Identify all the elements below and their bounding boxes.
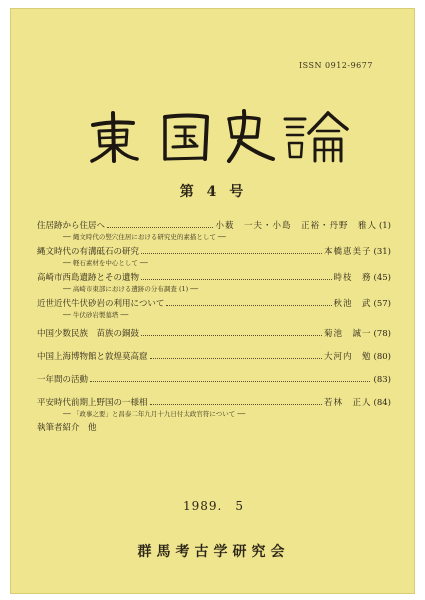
toc-title: 高崎市西島遺跡とその遺物 (37, 273, 140, 283)
toc-entry (37, 273, 391, 294)
leader-dots (166, 304, 331, 306)
toc-page: (78) (373, 329, 391, 339)
toc-entry (37, 423, 391, 434)
toc-author: 若林 正人 (324, 398, 372, 408)
toc-page: (83) (373, 375, 391, 385)
toc-author: 小薮 一夫・小島 正裕・丹野 雅人 (215, 221, 377, 231)
toc-subtitle: ── 「政事之要」と昌泰二年九月十九日付太政官符について ── (63, 410, 246, 418)
toc-entry (37, 352, 391, 363)
leader-dots (141, 334, 322, 336)
leader-dots (141, 252, 322, 254)
toc-title: 住居跡から住居へ (37, 221, 106, 231)
toc-page: (1) (378, 221, 391, 231)
leader-dots (141, 278, 332, 280)
toc-title: 平安時代前期上野国の一様相 (37, 398, 148, 408)
toc-author: 大河内 勉 (324, 352, 372, 362)
journal-title-calligraphy (89, 109, 351, 165)
toc-page: (57) (373, 299, 391, 309)
toc-subtitle: ── 縄文時代の竪穴住居における研究史的素描として ── (63, 233, 226, 241)
toc-entry (37, 398, 391, 419)
leader-dots (90, 380, 370, 382)
toc-title: 縄文時代の有溝砥石の研究 (37, 247, 140, 257)
toc-subtitle: ── 軽石素材を中心として ── (63, 259, 148, 267)
leader-dots (107, 226, 213, 228)
toc-entry (37, 221, 391, 242)
issue-number: 第 4 号 (179, 184, 248, 200)
toc-subtitle: ── 牛伏砂岩製墓塔 ── (63, 311, 129, 319)
toc-subtitle: ── 高崎市東部における遺跡の分布調査 (1) ── (63, 285, 199, 293)
toc-page: (45) (373, 273, 391, 283)
toc-entry (37, 375, 391, 386)
toc-author: 秋池 武 (333, 299, 372, 309)
toc-page: (84) (373, 398, 391, 408)
toc-author: 菊池 誠一 (324, 329, 372, 339)
toc-title: 近世近代牛伏砂岩の利用について (37, 299, 165, 309)
toc-entry (37, 329, 391, 340)
toc-title: 執筆者紹介 他 (37, 423, 97, 433)
issn-number: ISSN 0912-9677 (299, 61, 373, 70)
toc-author: 本橋恵美子 (324, 247, 372, 257)
journal-cover (10, 8, 415, 594)
publication-date: 1989. 5 (183, 499, 244, 513)
toc-title: 中国上海博物館と敦煌莫高窟 (37, 352, 148, 362)
toc-entry (37, 299, 391, 320)
toc-entry (37, 247, 391, 268)
publisher-name: 群馬考古学研究会 (137, 544, 290, 560)
toc-title: 一年間の活動 (37, 375, 89, 385)
toc-page: (31) (373, 247, 391, 257)
leader-dots (150, 403, 323, 405)
toc-author: 時枝 務 (333, 273, 372, 283)
toc-page: (80) (373, 352, 391, 362)
table-of-contents (37, 221, 391, 433)
toc-title: 中国少数民族 苗族の銅鼓 (37, 329, 140, 339)
leader-dots (150, 357, 323, 359)
